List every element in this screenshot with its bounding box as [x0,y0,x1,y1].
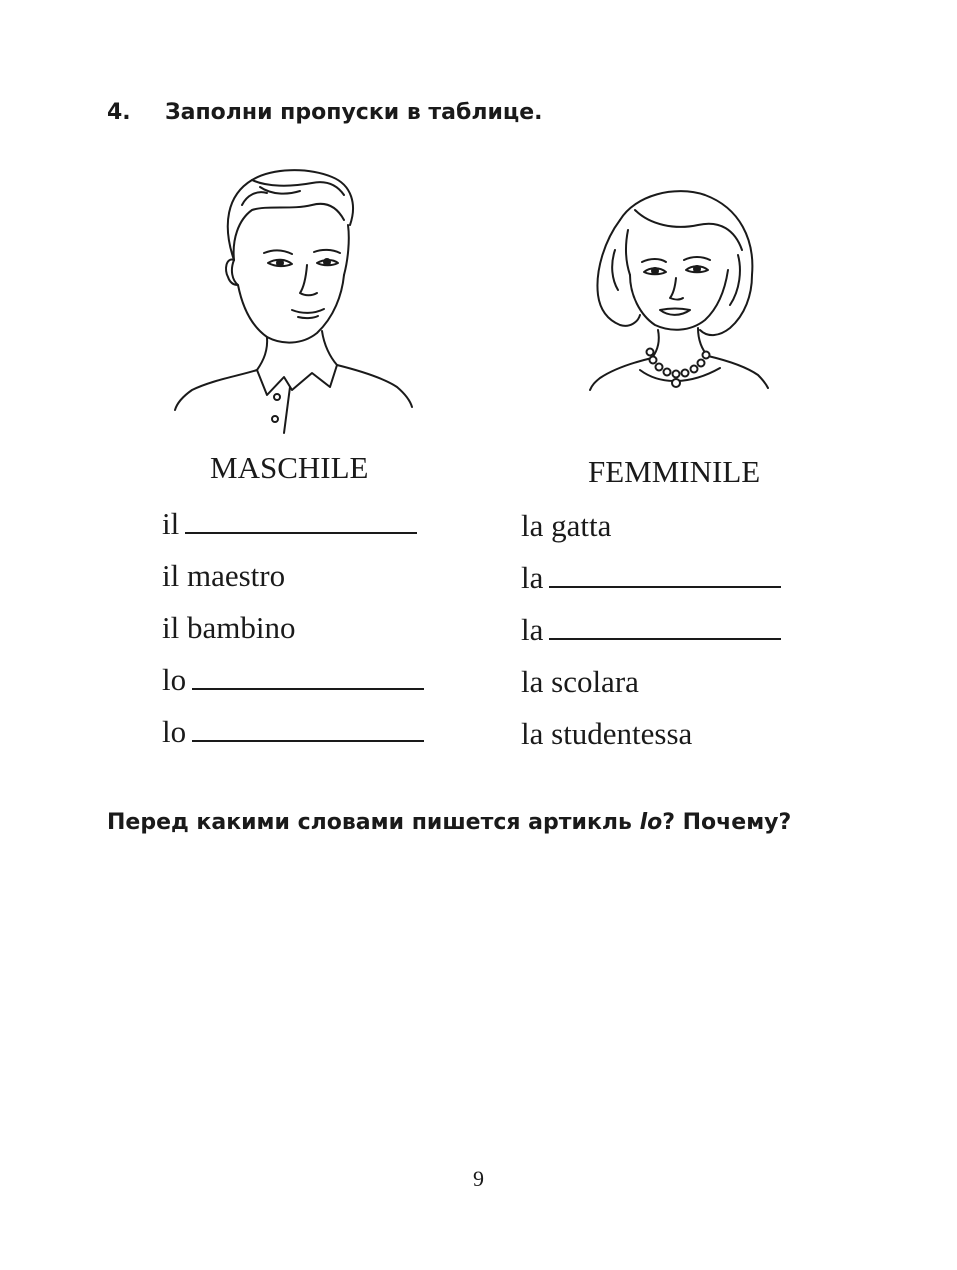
page-number: 9 [473,1166,484,1191]
man-portrait-illustration [172,165,417,435]
feminine-column [521,500,781,760]
blank-answer-line[interactable] [192,660,424,690]
masculine-row [162,498,424,550]
question-text-end: ? Почему? [662,810,792,835]
question-text-start: Перед какими словами пишется артикль [107,810,640,835]
woman-portrait-illustration [580,180,780,400]
noun: gatta [551,508,612,543]
article: il [162,558,180,593]
masculine-row [162,602,424,654]
article: il [162,506,180,541]
noun: bambino [186,610,296,645]
masculine-row [162,706,424,758]
feminine-row [521,552,781,604]
article: il [162,610,180,645]
feminine-row [521,500,781,552]
article: la [521,664,544,699]
task-header [107,100,542,125]
task-instruction: Заполни пропуски в таблице. [165,100,543,125]
article: lo [162,662,187,697]
masculine-row [162,550,424,602]
question-article-emphasis: lo [639,810,663,835]
blank-answer-line[interactable] [185,504,417,534]
article: la [521,508,544,543]
article: la [521,560,544,595]
noun: scolara [551,664,639,699]
noun: studentessa [551,716,693,751]
noun: maestro [186,558,286,593]
feminine-column-heading: FEMMINILE [588,454,761,489]
article: la [521,612,544,647]
task-number: 4. [107,100,131,125]
blank-answer-line[interactable] [192,712,424,742]
masculine-row [162,654,424,706]
feminine-row [521,656,781,708]
feminine-row [521,708,781,760]
feminine-row [521,604,781,656]
masculine-column [162,498,424,758]
follow-up-question [107,810,791,835]
article: lo [162,714,187,749]
masculine-column-heading: MASCHILE [210,450,369,485]
article: la [521,716,544,751]
blank-answer-line[interactable] [549,558,781,588]
blank-answer-line[interactable] [549,610,781,640]
